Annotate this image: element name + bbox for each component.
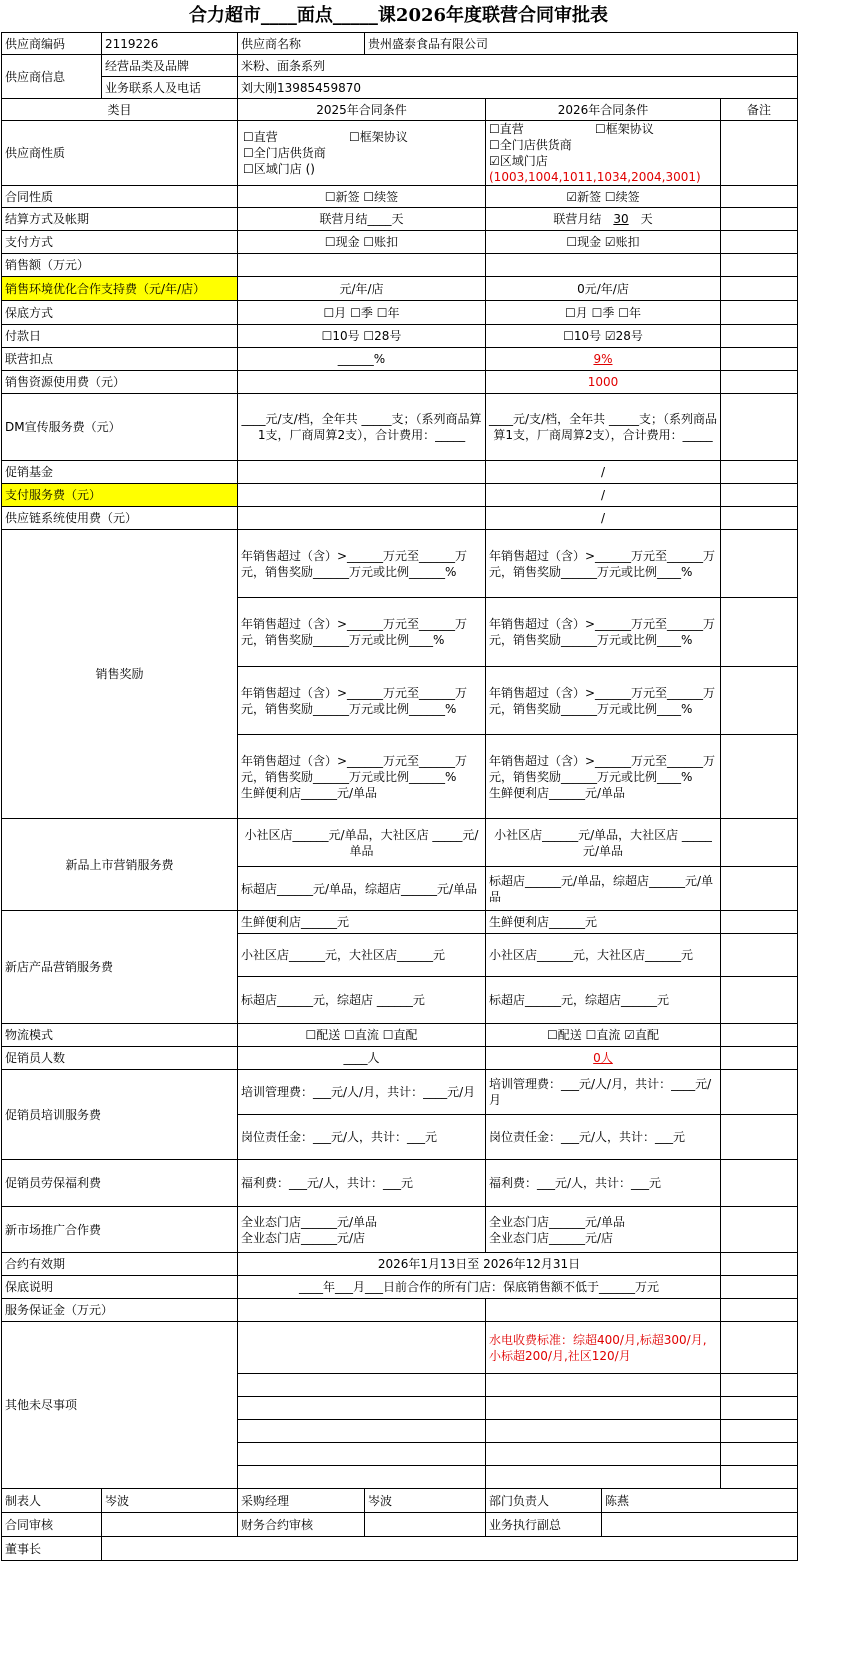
new-product-2025: 小社区店______元/单品，大社区店 _____元/单品 xyxy=(238,819,486,867)
maker-label: 制表人 xyxy=(2,1489,102,1513)
remark-cell xyxy=(721,208,798,231)
deduction-label: 联营扣点 xyxy=(2,348,238,371)
remark-cell xyxy=(721,667,798,735)
remark-cell xyxy=(721,1420,798,1443)
deposit-2026 xyxy=(486,1299,721,1322)
category-value: 米粉、面条系列 xyxy=(238,55,798,77)
remark-cell xyxy=(721,186,798,208)
dept-head-label: 部门负责人 xyxy=(486,1489,602,1513)
deduction-2025: ______% xyxy=(238,348,486,371)
remark-cell xyxy=(721,1397,798,1420)
remark-cell xyxy=(721,598,798,667)
remark-cell xyxy=(721,461,798,484)
remark-cell xyxy=(721,1160,798,1207)
remark-cell xyxy=(721,484,798,507)
new-store-label: 新店产品营销服务费 xyxy=(2,911,238,1024)
sales-reward-label: 销售奖励 xyxy=(2,530,238,819)
contact-label: 业务联系人及电话 xyxy=(102,77,238,99)
finance-review-sign[interactable] xyxy=(365,1513,486,1537)
payment-label: 支付方式 xyxy=(2,231,238,254)
header-remark: 备注 xyxy=(721,99,798,121)
guarantee-desc-value: ____年___月___日前合作的所有门店：保底销售额不低于______万元 xyxy=(238,1276,721,1299)
guarantee-desc-label: 保底说明 xyxy=(2,1276,238,1299)
contract-review-label: 合同审核 xyxy=(2,1513,102,1537)
remark-cell xyxy=(721,867,798,911)
sales-2026 xyxy=(486,254,721,277)
other-2026 xyxy=(486,1374,721,1397)
reward-tier-2025 xyxy=(238,735,486,819)
new-product-2026: 小社区店______元/单品，大社区店 _____元/单品 xyxy=(486,819,721,867)
other-2026 xyxy=(486,1443,721,1466)
remark-cell xyxy=(721,348,798,371)
market-fee-2026 xyxy=(486,1207,721,1253)
payment-2026[interactable]: ☐现金 ☑账扣 xyxy=(486,231,721,254)
other-2026 xyxy=(486,1420,721,1443)
reward-tier-2026 xyxy=(486,735,721,819)
other-label: 其他未尽事项 xyxy=(2,1322,238,1489)
promoter-training-label: 促销员培训服务费 xyxy=(2,1070,238,1160)
contract-review-sign[interactable] xyxy=(102,1513,238,1537)
remark-cell xyxy=(721,1047,798,1070)
option-direct[interactable]: ☐直营 xyxy=(489,122,524,136)
new-store-2026: 小社区店______元，大社区店______元 xyxy=(486,934,721,977)
new-store-2025: 生鲜便利店______元 xyxy=(238,911,486,934)
pay-service-2026: / xyxy=(486,484,721,507)
remark-cell xyxy=(721,394,798,461)
reward-tier-2025: 年销售超过（含）>______万元至______万元，销售奖励______万元或比例____% xyxy=(238,598,486,667)
resource-fee-2025 xyxy=(238,371,486,394)
responsibility-fee-2026: 岗位责任金：___元/人，共计：___元 xyxy=(486,1115,721,1160)
sales-2025 xyxy=(238,254,486,277)
settlement-prefix: 联营月结 xyxy=(553,212,602,226)
header-category: 类目 xyxy=(2,99,238,121)
remark-cell xyxy=(721,530,798,598)
remark-cell xyxy=(721,1322,798,1374)
supplier-name: 贵州盛泰食品有限公司 xyxy=(365,33,798,55)
settlement-unit: 天 xyxy=(640,212,653,226)
maker-name: 岑波 xyxy=(102,1489,238,1513)
logistics-2026[interactable]: ☐配送 ☐直流 ☑直配 xyxy=(486,1024,721,1047)
resource-fee-label: 销售资源使用费（元） xyxy=(2,371,238,394)
market-fee-store: 全业态门店______元/店 xyxy=(241,1230,366,1245)
remark-cell xyxy=(721,1207,798,1253)
remark-cell xyxy=(721,325,798,348)
new-product-2026: 标超店______元/单品，综超店______元/单品 xyxy=(486,867,721,911)
guarantee-2026[interactable]: ☐月 ☐季 ☐年 xyxy=(486,301,721,325)
reward-tier-2026: 年销售超过（含）>______万元至______万元，销售奖励______万元或比例____% xyxy=(486,530,721,598)
payday-2026[interactable]: ☐10号 ☑28号 xyxy=(486,325,721,348)
new-product-2025: 标超店______元/单品，综超店______元/单品 xyxy=(238,867,486,911)
guarantee-2025[interactable]: ☐月 ☐季 ☐年 xyxy=(238,301,486,325)
promoter-welfare-label: 促销员劳保福利费 xyxy=(2,1160,238,1207)
reward-tier-text: 年销售超过（含）>______万元至______万元，销售奖励______万元或比例____% xyxy=(489,753,716,784)
env-fee-label: 销售环境优化合作支持费（元/年/店） xyxy=(2,277,238,301)
dm-fee-2026: ____元/支/档，全年共 _____支；（系列商品算1支，厂商周算2支），合计费用：_____ xyxy=(486,394,721,461)
market-fee-item: 全业态门店______元/单品 xyxy=(489,1214,626,1229)
remark-cell xyxy=(721,1374,798,1397)
reward-fresh-store: 生鲜便利店______元/单品 xyxy=(489,785,626,800)
reward-tier-2026: 年销售超过（含）>______万元至______万元，销售奖励______万元或比例____% xyxy=(486,667,721,735)
remark-cell xyxy=(721,911,798,934)
dept-head-name: 陈燕 xyxy=(602,1489,798,1513)
pay-service-2025 xyxy=(238,484,486,507)
env-fee-2025: 元/年/店 xyxy=(238,277,486,301)
supply-chain-label: 供应链系统使用费（元） xyxy=(2,507,238,530)
new-store-2026: 标超店______元，综超店______元 xyxy=(486,977,721,1024)
option-framework[interactable]: ☐框架协议 xyxy=(595,122,654,136)
reward-tier-2025: 年销售超过（含）>______万元至______万元，销售奖励______万元或比例______% xyxy=(238,530,486,598)
remark-cell xyxy=(721,371,798,394)
remark-cell xyxy=(721,934,798,977)
deposit-2025 xyxy=(238,1299,486,1322)
supplier-type-label: 供应商性质 xyxy=(2,121,238,186)
logistics-2025[interactable]: ☐配送 ☐直流 ☐直配 xyxy=(238,1024,486,1047)
approval-table xyxy=(1,32,798,1561)
dm-fee-label: DM宣传服务费（元） xyxy=(2,394,238,461)
chairman-sign[interactable] xyxy=(102,1537,798,1561)
promoter-count-2025: ____人 xyxy=(238,1047,486,1070)
other-2025 xyxy=(238,1322,486,1374)
deduction-2026: 9% xyxy=(486,348,721,371)
payday-2025[interactable]: ☐10号 ☐28号 xyxy=(238,325,486,348)
category-label: 经营品类及品牌 xyxy=(102,55,238,77)
settlement-2025: 联营月结____天 xyxy=(238,208,486,231)
guarantee-label: 保底方式 xyxy=(2,301,238,325)
contact-value: 刘大刚13985459870 xyxy=(238,77,798,99)
reward-tier-2026: 年销售超过（含）>______万元至______万元，销售奖励______万元或比例____% xyxy=(486,598,721,667)
option-all-stores[interactable]: ☐全门店供货商 xyxy=(489,138,572,152)
option-framework[interactable]: ☐框架协议 xyxy=(349,130,408,144)
settlement-days: 30 xyxy=(613,212,629,226)
other-2025 xyxy=(238,1397,486,1420)
training-fee-2025: 培训管理费：___元/人/月，共计：____元/月 xyxy=(238,1070,486,1115)
supplier-type-2026 xyxy=(486,121,721,186)
resource-fee-2026: 1000 xyxy=(486,371,721,394)
market-fee-store: 全业态门店______元/店 xyxy=(489,1230,614,1245)
deposit-label: 服务保证金（万元） xyxy=(2,1299,238,1322)
validity-label: 合约有效期 xyxy=(2,1253,238,1276)
remark-cell xyxy=(721,1443,798,1466)
env-fee-2026: 0元/年/店 xyxy=(486,277,721,301)
remark-cell xyxy=(721,254,798,277)
welfare-2026: 福利费：___元/人，共计：___元 xyxy=(486,1160,721,1207)
other-2026 xyxy=(486,1397,721,1420)
buyer-name: 岑波 xyxy=(365,1489,486,1513)
contract-type-label: 合同性质 xyxy=(2,186,238,208)
other-2025 xyxy=(238,1374,486,1397)
new-store-2025: 标超店______元，综超店 ______元 xyxy=(238,977,486,1024)
remark-cell xyxy=(721,735,798,819)
header-2025: 2025年合同条件 xyxy=(238,99,486,121)
regional-store-codes: (1003,1004,1011,1034,2004,3001) xyxy=(489,170,701,184)
training-fee-2026: 培训管理费：___元/人/月，共计：____元/月 xyxy=(486,1070,721,1115)
remark-cell xyxy=(721,121,798,186)
new-store-2026: 生鲜便利店______元 xyxy=(486,911,721,934)
page-title: 合力超市____面点_____课2026年度联营合同审批表 xyxy=(188,5,609,26)
remark-cell xyxy=(721,1253,798,1276)
other-2025 xyxy=(238,1466,486,1489)
welfare-2025: 福利费：___元/人，共计：___元 xyxy=(238,1160,486,1207)
remark-cell xyxy=(721,1276,798,1299)
contract-type-2025[interactable]: ☐新签 ☐续签 xyxy=(238,186,486,208)
remark-cell xyxy=(721,1115,798,1160)
promo-fund-label: 促销基金 xyxy=(2,461,238,484)
promoter-count-label: 促销员人数 xyxy=(2,1047,238,1070)
supplier-name-label: 供应商名称 xyxy=(238,33,365,55)
supply-chain-2025 xyxy=(238,507,486,530)
other-2025 xyxy=(238,1420,486,1443)
remark-cell xyxy=(721,277,798,301)
promo-fund-2026: / xyxy=(486,461,721,484)
remark-cell xyxy=(721,977,798,1024)
reward-fresh-store: 生鲜便利店______元/单品 xyxy=(241,785,378,800)
vp-label: 业务执行副总 xyxy=(486,1513,602,1537)
promo-fund-2025 xyxy=(238,461,486,484)
option-regional[interactable]: ☐区域门店 () xyxy=(243,162,315,176)
chairman-label: 董事长 xyxy=(2,1537,102,1561)
remark-cell xyxy=(721,507,798,530)
sales-label: 销售额（万元） xyxy=(2,254,238,277)
other-2025 xyxy=(238,1443,486,1466)
reward-tier-2025: 年销售超过（含）>______万元至______万元，销售奖励______万元或比例______% xyxy=(238,667,486,735)
payday-label: 付款日 xyxy=(2,325,238,348)
market-fee-label: 新市场推广合作费 xyxy=(2,1207,238,1253)
buyer-label: 采购经理 xyxy=(238,1489,365,1513)
header-2026: 2026年合同条件 xyxy=(486,99,721,121)
contract-type-2026[interactable]: ☑新签 ☐续签 xyxy=(486,186,721,208)
utility-fee-note: 水电收费标准：综超400/月,标超300/月,小标超200/月,社区120/月 xyxy=(486,1322,721,1374)
responsibility-fee-2025: 岗位责任金：___元/人，共计：___元 xyxy=(238,1115,486,1160)
other-2026 xyxy=(486,1466,721,1489)
supplier-code: 2119226 xyxy=(102,33,238,55)
new-store-2025: 小社区店______元，大社区店______元 xyxy=(238,934,486,977)
remark-cell xyxy=(721,301,798,325)
dm-fee-2025: ____元/支/档，全年共 _____支；（系列商品算1支，厂商周算2支），合计费用：_____ xyxy=(238,394,486,461)
settlement-2026 xyxy=(486,208,721,231)
new-product-label: 新品上市营销服务费 xyxy=(2,819,238,911)
finance-review-label: 财务合约审核 xyxy=(238,1513,365,1537)
supplier-type-2025 xyxy=(238,121,486,186)
vp-sign[interactable] xyxy=(602,1513,798,1537)
settlement-label: 结算方式及帐期 xyxy=(2,208,238,231)
supply-chain-2026: / xyxy=(486,507,721,530)
option-regional[interactable]: ☑区域门店 xyxy=(489,154,548,168)
remark-cell xyxy=(721,1466,798,1489)
remark-cell xyxy=(721,231,798,254)
remark-cell xyxy=(721,1070,798,1115)
option-all-stores[interactable]: ☐全门店供货商 xyxy=(243,146,326,160)
market-fee-2025 xyxy=(238,1207,486,1253)
supplier-code-label: 供应商编码 xyxy=(2,33,102,55)
promoter-count-2026: 0人 xyxy=(486,1047,721,1070)
remark-cell xyxy=(721,1024,798,1047)
market-fee-item: 全业态门店______元/单品 xyxy=(241,1214,378,1229)
payment-2025[interactable]: ☐现金 ☐账扣 xyxy=(238,231,486,254)
reward-tier-text: 年销售超过（含）>______万元至______万元，销售奖励______万元或比例______% xyxy=(241,753,468,784)
supplier-info-label: 供应商信息 xyxy=(2,55,102,99)
validity-value: 2026年1月13日至 2026年12月31日 xyxy=(238,1253,721,1276)
remark-cell xyxy=(721,1299,798,1322)
option-direct[interactable]: ☐直营 xyxy=(243,130,278,144)
pay-service-label: 支付服务费（元） xyxy=(2,484,238,507)
remark-cell xyxy=(721,819,798,867)
logistics-label: 物流模式 xyxy=(2,1024,238,1047)
